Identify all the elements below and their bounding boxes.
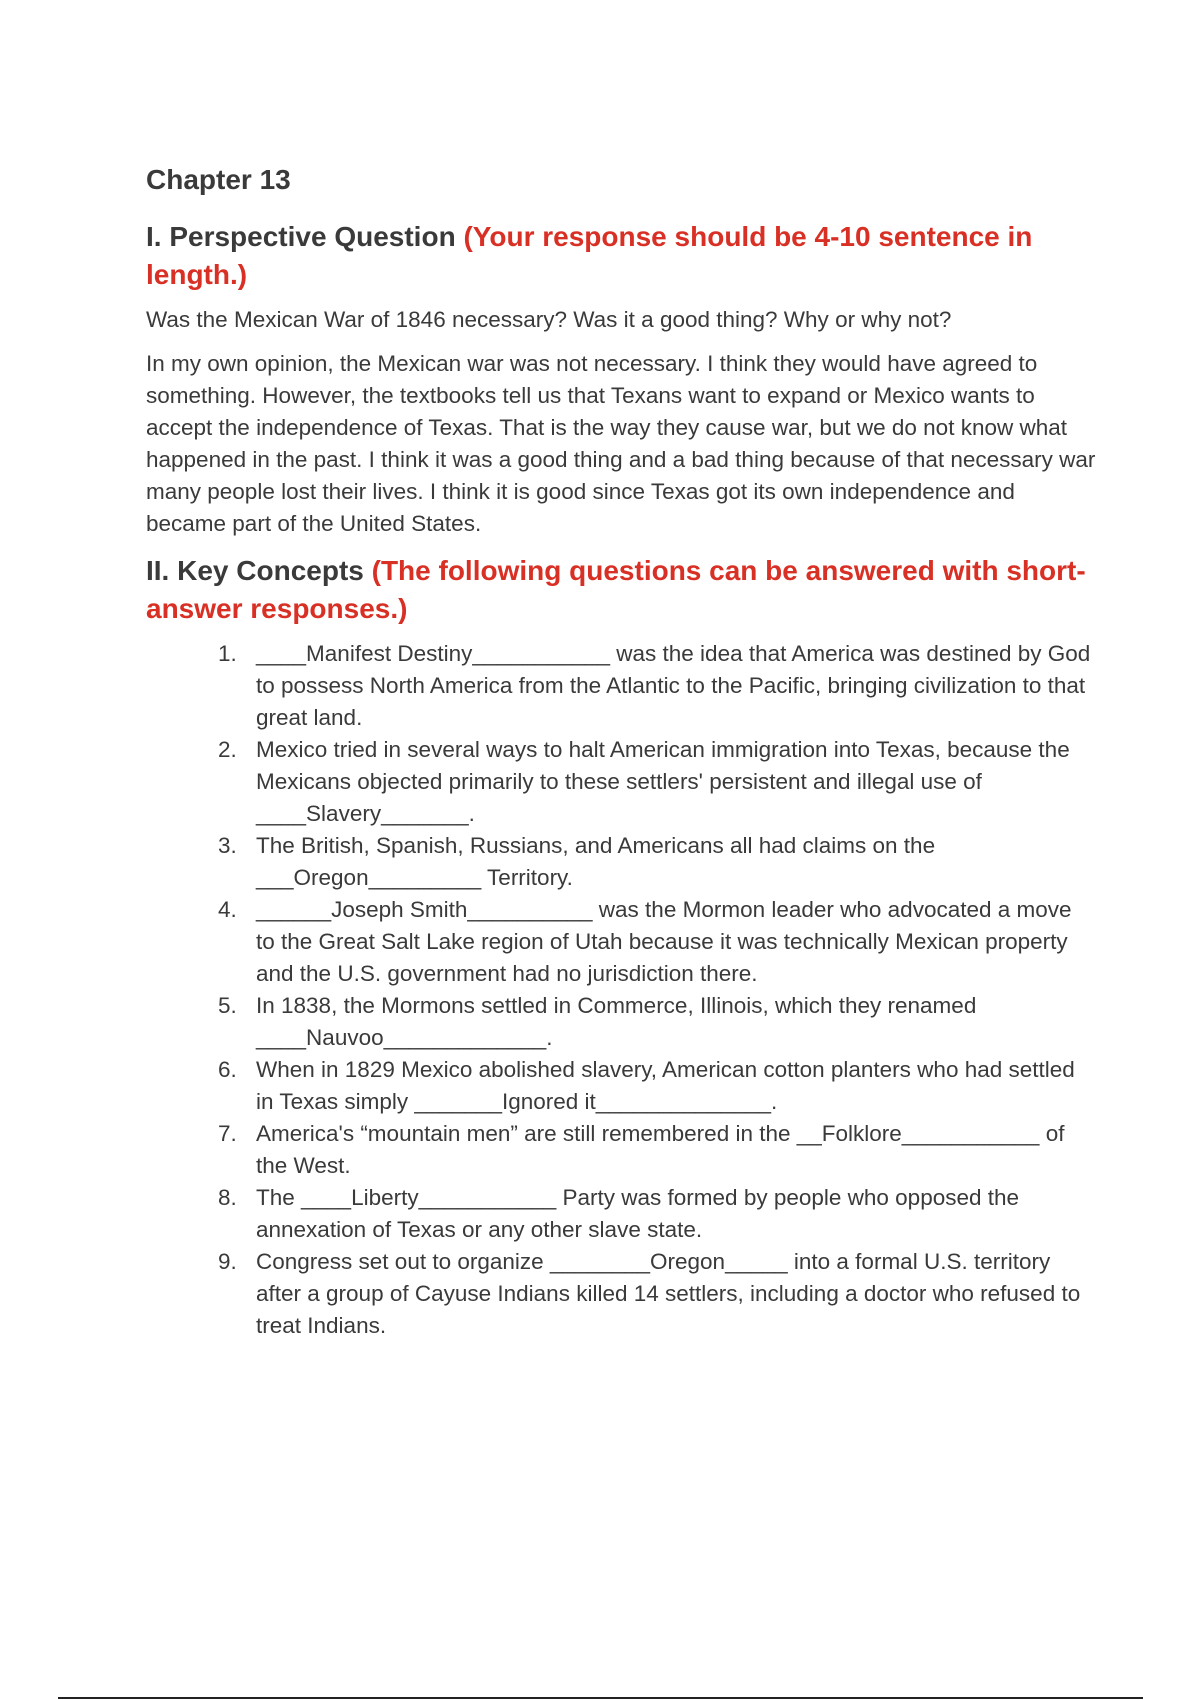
item-text: Congress set out to organize ________Oregon_____ into a formal U.S. territory after a group of Cayuse Indians killed 14 settlers, including a doctor who refused to treat Indians. xyxy=(256,1249,1081,1338)
item-text: Mexico tried in several ways to halt American immigration into Texas, because the Mexicans objected primarily to these settlers' persistent and illegal use of ____Slavery_______. xyxy=(256,737,1070,826)
item-text: ______Joseph Smith__________ was the Mormon leader who advocated a move to the Great Salt Lake region of Utah because it was technically Mexican property and the U.S. government had no jurisdiction there. xyxy=(256,897,1072,986)
item-number: 9. xyxy=(218,1249,237,1274)
perspective-answer-text: In my own opinion, the Mexican war was not necessary. I think they would have agreed to something. However, the textbooks tell us that Texans want to expand or Mexico wants to accept the independence of Texas. That is the way they cause war, but we do not know what happened in the past. I think it was a good thing and a bad thing because of that necessary war many people lost their lives. I think it is good since Texas got its own independence and became part of the United States. xyxy=(146,351,1096,536)
item-text: ____Manifest Destiny___________ was the idea that America was destined by God to possess North America from the Atlantic to the Pacific, bringing civilization to that great land. xyxy=(256,641,1091,730)
chapter-title: Chapter 13 xyxy=(146,164,291,195)
item-text: When in 1829 Mexico abolished slavery, American cotton planters who had settled in Texas simply _______Ignored it______________. xyxy=(256,1057,1075,1114)
perspective-question-text: Was the Mexican War of 1846 necessary? Was it a good thing? Why or why not? xyxy=(146,307,952,332)
item-text: The British, Spanish, Russians, and Americans all had claims on the ___Oregon_________ Territory. xyxy=(256,833,936,890)
item-text: In 1838, the Mormons settled in Commerce, Illinois, which they renamed ____Nauvoo_____________. xyxy=(256,993,977,1050)
item-text: America's “mountain men” are still remembered in the __Folklore___________ of the West. xyxy=(256,1121,1065,1178)
item-number: 5. xyxy=(218,993,237,1018)
item-text: The ____Liberty___________ Party was formed by people who opposed the annexation of Texas or any other slave state. xyxy=(256,1185,1020,1242)
perspective-heading-text: I. Perspective Question xyxy=(146,221,456,252)
list-item xyxy=(218,830,1096,894)
page-bottom-divider xyxy=(58,1697,1143,1699)
list-item xyxy=(218,1246,1096,1342)
list-item xyxy=(218,638,1096,734)
perspective-heading-note: (Your response should be 4-10 sentence in length.) xyxy=(146,221,1033,290)
item-number: 6. xyxy=(218,1057,237,1082)
item-number: 2. xyxy=(218,737,237,762)
list-item xyxy=(218,894,1096,990)
list-item xyxy=(218,1182,1096,1246)
item-number: 7. xyxy=(218,1121,237,1146)
list-item xyxy=(218,990,1096,1054)
item-number: 3. xyxy=(218,833,237,858)
item-number: 1. xyxy=(218,641,237,666)
list-item xyxy=(218,734,1096,830)
perspective-question-heading xyxy=(146,218,1096,294)
item-number: 4. xyxy=(218,897,237,922)
list-item xyxy=(218,1118,1096,1182)
key-concepts-heading-text: II. Key Concepts xyxy=(146,555,364,586)
item-number: 8. xyxy=(218,1185,237,1210)
key-concepts-list xyxy=(146,638,1096,1342)
list-item xyxy=(218,1054,1096,1118)
key-concepts-heading-note: (The following questions can be answered with short-answer responses.) xyxy=(146,555,1086,624)
document-page xyxy=(146,160,1096,1342)
key-concepts-heading xyxy=(146,552,1096,628)
